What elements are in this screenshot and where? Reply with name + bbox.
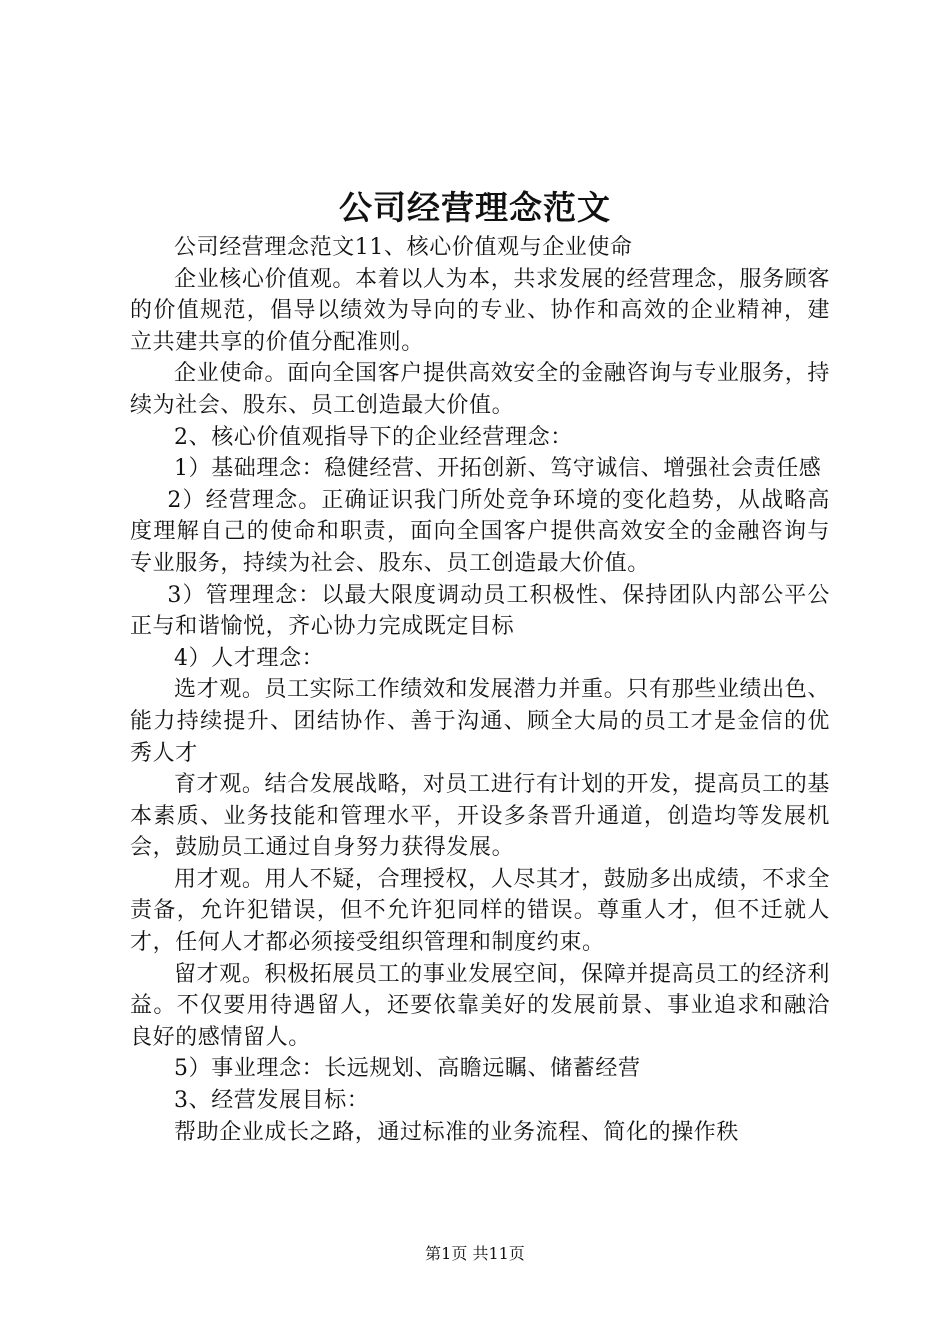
- paragraph-talent-cultivation: 育才观。结合发展战略，对员工进行有计划的开发，提高员工的基本素质、业务技能和管理水平，开设多条晋升通道，创造均等发展机会，鼓励员工通过自身努力获得发展。: [130, 772, 830, 861]
- paragraph-basic-concept: 1）基础理念：稳健经营、开拓创新、笃守诚信、增强社会责任感: [174, 456, 822, 482]
- paragraph-intro: 公司经营理念范文11、核心价值观与企业使命: [174, 235, 633, 260]
- paragraph-talent-retention: 留才观。积极拓展员工的事业发展空间，保障并提高员工的经济利益。不仅要用待遇留人，还要依靠美好的发展前景、事业追求和融洽良好的感情留人。: [130, 961, 830, 1050]
- paragraph-mission: 企业使命。面向全国客户提供高效安全的金融咨询与专业服务，持续为社会、股东、员工创造最大价值。: [130, 361, 830, 418]
- document-body: [130, 232, 830, 1148]
- paragraph-talent-selection: 选才观。员工实际工作绩效和发展潜力并重。只有那些业绩出色、能力持续提升、团结协作、善于沟通、顾全大局的员工才是金信的优秀人才: [130, 677, 830, 766]
- paragraph-section-3-heading: 3、经营发展目标：: [174, 1088, 370, 1114]
- paragraph-talent-usage: 用才观。用人不疑，合理授权，人尽其才，鼓励多出成绩，不求全责备，允许犯错误，但不允许犯同样的错误。尊重人才，但不迁就人才，任何人才都必须接受组织管理和制度约束。: [130, 866, 830, 956]
- paragraph-talent-concept-heading: 4）人才理念：: [174, 645, 325, 671]
- document-title: 公司经营理念范文: [339, 188, 611, 227]
- paragraph-core-values: 企业核心价值观。本着以人为本，共求发展的经营理念，服务顾客的价值规范，倡导以绩效为导向的专业、协作和高效的企业精神，建立共建共享的价值分配准则。: [130, 266, 830, 355]
- paragraph-section-2-heading: 2、核心价值观指导下的企业经营理念：: [174, 424, 573, 450]
- paragraph-growth-path: 帮助企业成长之路，通过标准的业务流程、简化的操作秩: [174, 1119, 740, 1145]
- page-footer: 第1页 共11页: [425, 1244, 525, 1263]
- paragraph-career-concept: 5）事业理念：长远规划、高瞻远瞩、储蓄经营: [174, 1056, 641, 1082]
- paragraph-business-concept: 2）经营理念。正确证识我门所处竞争环境的变化趋势，从战略高度理解自己的使命和职责，面向全国客户提供高效安全的金融咨询与专业服务，持续为社会、股东、员工创造最大价值。: [130, 487, 830, 576]
- paragraph-management-concept: 3）管理理念：以最大限度调动员工积极性、保持团队内部公平公正与和谐愉悦，齐心协力完成既定目标: [130, 582, 830, 640]
